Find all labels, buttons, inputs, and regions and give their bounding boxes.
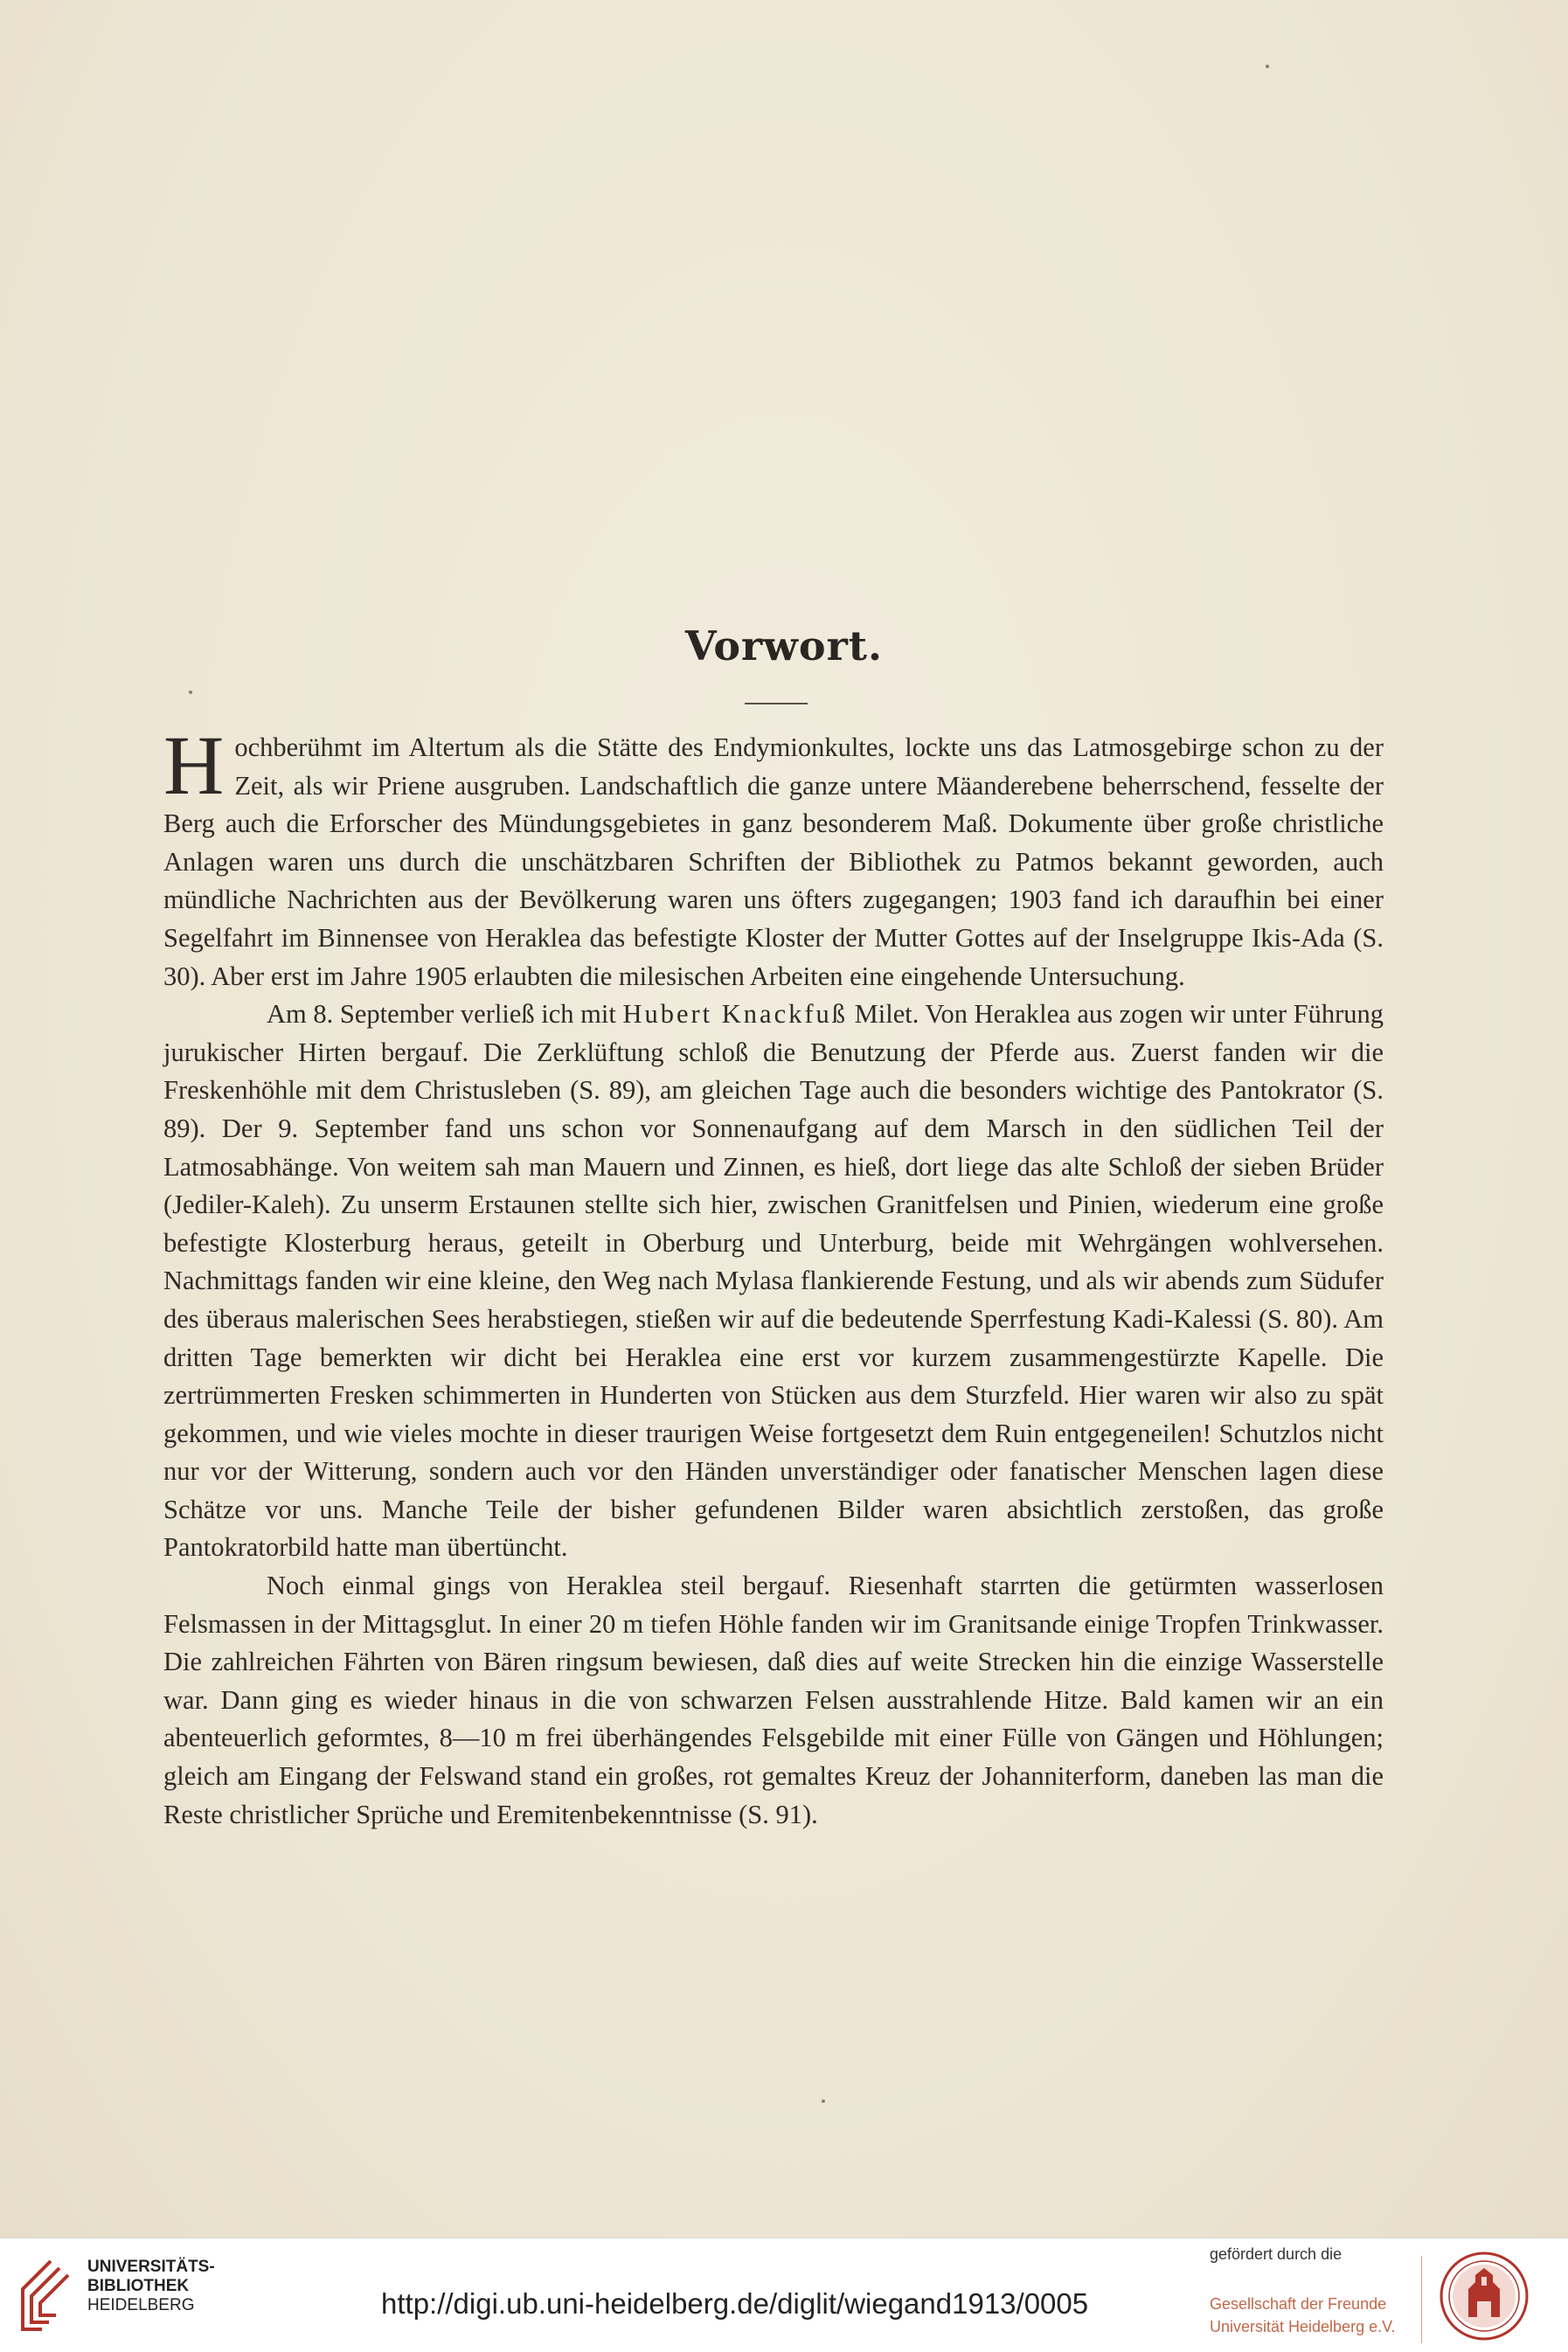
paragraph-1	[163, 718, 1384, 996]
paragraph-1-text: ochberühmt im Altertum als die Stätte des Endymionkultes, lockte uns das Latmosgebirge schon zu der Zeit, als wir Priene ausgruben. Landschaftlich die ganze untere Mäanderebene beherrschend, fesselte der Berg auch die Erforscher des Mündungsgebietes in ganz besonderem Maß. Dokumente über große christliche Anlagen waren uns durch die unschätzbaren Schriften der Bibliothek zu Patmos bekannt geworden, auch mündliche Nachrichten aus der Bevölkerung waren uns öfters zugegangen; 1903 fand ich daraufhin bei einer Segelfahrt im Binnensee von Heraklea das befestigte Kloster der Mutter Gottes auf der Inselgruppe Ikis-Ada (S. 30). Aber erst im Jahre 1905 erlaubten die milesischen Arbeiten eine eingehende Untersuchung.	[163, 732, 1384, 991]
paragraph-2	[163, 996, 1384, 1567]
author-name: Hubert Knackfuß	[622, 999, 849, 1030]
paper-speck	[822, 2099, 825, 2103]
paragraph-2-text-b: Milet. Von Heraklea aus zogen wir unter Führung jurukischer Hirten bergauf. Die Zerklüftung schloß die Benutzung der Pferde aus. Zuerst fanden wir die Freskenhöhle mit dem Christusleben (S. 89), am gleichen Tage auch die besonders wichtige des Pantokrator (S. 89). Der 9. September fand uns schon vor Sonnenaufgang auf dem Marsch in den südlichen Teil der Latmosabhänge. Von weitem sah man Mauern und Zinnen, es hieß, dort liege das alte Schloß der sieben Brüder (Jediler-Kaleh). Zu unserm Erstaunen stellte sich hier, zwischen Granitfelsen und Pinien, wiederum eine große befestigte Klosterburg heraus, geteilt in Oberburg und Unterburg, beide mit Wehrgängen wohlversehen. Nachmittags fanden wir eine kleine, den Weg nach Mylasa flankierende Festung, und als wir abends zum Südufer des überaus malerischen Sees herabstiegen, stießen wir auf die bedeutende Sperrfestung Kadi-Kalessi (S. 80). Am dritten Tage bemerkten wir dicht bei Heraklea eine erst vor kurzem zusammengestürzte Kapelle. Die zertrümmerten Fresken schimmerten in Hunderten von Stücken aus dem Sturzfeld. Hier waren wir also zu spät gekommen, und wie vieles mochte in dieser traurigen Weise fortgesetzt dem Ruin entgegeneilen! Schutzlos nicht nur vor der Witterung, sondern auch vor den Händen unverständiger oder fanatischer Menschen lagen diese Schätze vor uns. Manche Teile der bisher gefundenen Bilder waren absichtlich zerstoßen, das große Pantokratorbild hatte man übertüncht.	[163, 999, 1384, 1563]
university-library-logo-icon	[16, 2256, 77, 2335]
paper-speck	[1266, 65, 1269, 68]
page-title: Vorwort.	[684, 622, 884, 670]
paper-speck	[189, 690, 192, 694]
drop-cap: H	[163, 718, 225, 812]
university-seal-icon	[1439, 2251, 1530, 2342]
society-name: Gesellschaft der Freunde Universität Heidelberg e.V.	[1210, 2295, 1396, 2335]
library-name: UNIVERSITÄTS- BIBLIOTHEK HEIDELBERG	[87, 2258, 215, 2314]
body-text	[163, 718, 1384, 1834]
footer-divider	[1421, 2256, 1422, 2343]
paragraph-3: Noch einmal gings von Heraklea steil bergauf. Riesenhaft starrten die getürmten wasserlosen Felsmassen in der Mittagsglut. In einer 20 m tiefen Höhle fanden wir im Granitsande einige Tropfen Trinkwasser. Die zahlreichen Fährten von Bären ringsum bewiesen, daß dies auf weite Strecken hin die einzige Wasserstelle war. Dann ging es wieder hinaus in die von schwarzen Felsen ausstrahlende Hitze. Bald kamen wir an ein abenteuerlich geformtes, 8—10 m frei überhängendes Felsgebilde mit einer Fülle von Gängen und Höhlungen; gleich am Eingang der Felswand stand ein großes, rot gemaltes Kreuz der Johanniterform, daneben las man die Reste christlicher Sprüche und Eremitenbekenntnisse (S. 91).	[163, 1571, 1384, 1829]
title-divider	[745, 703, 808, 704]
paragraph-2-text-a: Am 8. September verließ ich mit	[267, 999, 623, 1030]
source-url-link[interactable]: http://digi.ub.uni-heidelberg.de/diglit/wiegand1913/0005	[381, 2287, 1089, 2320]
footer-bar	[0, 2238, 1568, 2352]
funded-by-label: gefördert durch die	[1210, 2245, 1343, 2263]
